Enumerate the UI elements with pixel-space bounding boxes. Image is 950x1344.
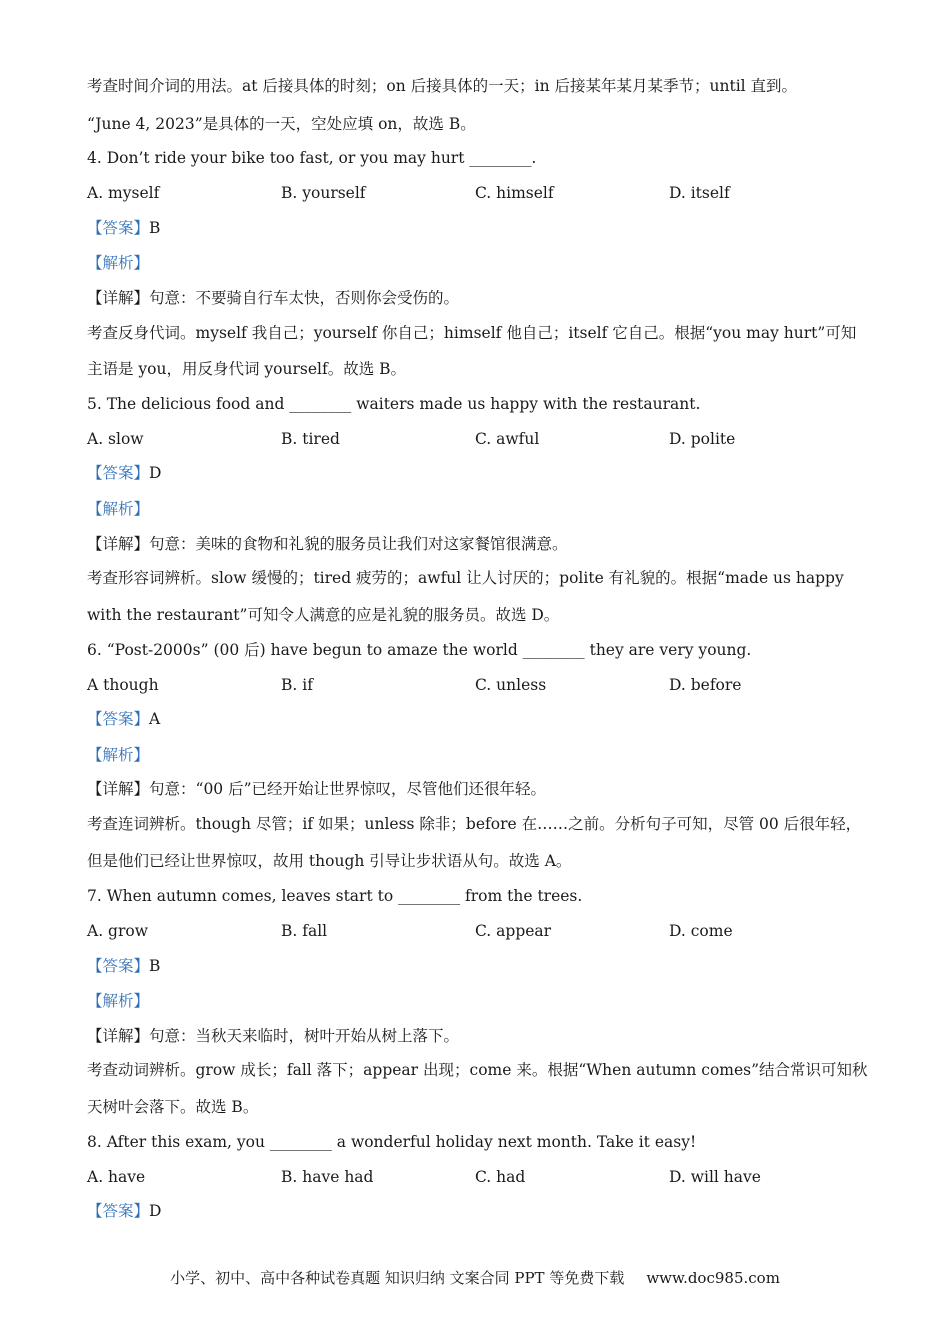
- q4-option-d: D. itself: [669, 184, 730, 202]
- q5-option-a: A. slow: [87, 430, 144, 448]
- q5-option-b: B. tired: [281, 430, 340, 448]
- q8-option-b: B. have had: [281, 1168, 374, 1186]
- analysis-label: 【解析】: [87, 500, 150, 518]
- q6-detail-text: 句意：“00 后”已经开始让世界惊叹，尽管他们还很年轻。: [149, 780, 547, 798]
- q4-detail: [87, 288, 459, 308]
- q5-answer-value: D: [149, 464, 162, 482]
- page-footer: [0, 1268, 950, 1288]
- q7-option-c: C. appear: [475, 922, 552, 940]
- q5-analysis-label: [87, 499, 149, 519]
- q5-explanation-line2: with the restaurant”可知令人满意的应是礼貌的服务员。故选 D。: [87, 606, 560, 624]
- q8-option-d: D. will have: [669, 1168, 761, 1186]
- q4-option-a: A. myself: [87, 184, 160, 202]
- q6-answer-value: A: [149, 710, 161, 728]
- q3-explanation-line2: “June 4, 2023”是具体的一天，空处应填 on，故选 B。: [87, 115, 476, 133]
- q4-stem: 4. Don’t ride your bike too fast, or you may hurt ________.: [87, 149, 537, 167]
- q5-explanation-line1: 考查形容词辨析。slow 缓慢的；tired 疲劳的；awful 让人讨厌的；polite 有礼貌的。根据“made us happy: [87, 569, 844, 587]
- q7-option-b: B. fall: [281, 922, 328, 940]
- q4-answer-value: B: [149, 219, 161, 237]
- q8-option-c: C. had: [475, 1168, 526, 1186]
- answer-label: 【答案】: [87, 219, 150, 237]
- q7-analysis-label: [87, 991, 149, 1011]
- q4-option-b: B. yourself: [281, 184, 366, 202]
- q7-explanation-line2: 天树叶会落下。故选 B。: [87, 1098, 259, 1116]
- detail-label: 【详解】: [87, 289, 150, 307]
- footer-text: 小学、初中、高中各种试卷真题 知识归纳 文案合同 PPT 等免费下载: [170, 1269, 625, 1287]
- q4-explanation-line2: 主语是 you，用反身代词 yourself。故选 B。: [87, 360, 407, 378]
- q4-analysis-label: [87, 253, 149, 273]
- q6-analysis-label: [87, 745, 149, 765]
- q8-answer: [87, 1201, 161, 1221]
- q7-option-a: A. grow: [87, 922, 148, 940]
- q6-option-d: D. before: [669, 676, 742, 694]
- answer-label: 【答案】: [87, 1202, 150, 1220]
- q8-option-a: A. have: [87, 1168, 146, 1186]
- q6-option-b: B. if: [281, 676, 313, 694]
- q6-stem: 6. “Post-2000s” (00 后) have begun to amaze the world ________ they are very young.: [87, 641, 752, 659]
- answer-label: 【答案】: [87, 710, 150, 728]
- q3-explanation-line1: 考查时间介词的用法。at 后接具体的时刻；on 后接具体的一天；in 后接某年某月某季节；until 直到。: [87, 77, 798, 95]
- q7-explanation-line1: 考查动词辨析。grow 成长；fall 落下；appear 出现；come 来。根据“When autumn comes”结合常识可知秋: [87, 1061, 868, 1079]
- q7-detail: [87, 1026, 459, 1046]
- q5-stem: 5. The delicious food and ________ waiters made us happy with the restaurant.: [87, 395, 701, 413]
- answer-label: 【答案】: [87, 957, 150, 975]
- q4-explanation-line1: 考查反身代词。myself 我自己；yourself 你自己；himself 他自己；itself 它自己。根据“you may hurt”可知: [87, 324, 857, 342]
- q7-option-d: D. come: [669, 922, 733, 940]
- q7-detail-text: 句意：当秋天来临时，树叶开始从树上落下。: [149, 1027, 460, 1045]
- q5-detail-text: 句意：美味的食物和礼貌的服务员让我们对这家餐馆很满意。: [149, 535, 568, 553]
- detail-label: 【详解】: [87, 535, 150, 553]
- q5-option-d: D. polite: [669, 430, 736, 448]
- analysis-label: 【解析】: [87, 254, 150, 272]
- q7-answer-value: B: [149, 957, 161, 975]
- q8-stem: 8. After this exam, you ________ a wonderful holiday next month. Take it easy!: [87, 1133, 697, 1151]
- q8-answer-value: D: [149, 1202, 162, 1220]
- q6-option-a: A though: [87, 676, 159, 694]
- q5-option-c: C. awful: [475, 430, 540, 448]
- q6-explanation-line2: 但是他们已经让世界惊叹，故用 though 引导让步状语从句。故选 A。: [87, 852, 572, 870]
- detail-label: 【详解】: [87, 1027, 150, 1045]
- footer-url[interactable]: www.doc985.com: [646, 1269, 780, 1287]
- q6-option-c: C. unless: [475, 676, 547, 694]
- q5-detail: [87, 534, 568, 554]
- q7-stem: 7. When autumn comes, leaves start to ________ from the trees.: [87, 887, 583, 905]
- q6-detail: [87, 779, 546, 799]
- answer-label: 【答案】: [87, 464, 150, 482]
- q7-answer: [87, 956, 160, 976]
- q4-option-c: C. himself: [475, 184, 554, 202]
- q4-answer: [87, 218, 160, 238]
- q4-detail-text: 句意：不要骑自行车太快，否则你会受伤的。: [149, 289, 460, 307]
- analysis-label: 【解析】: [87, 992, 150, 1010]
- q6-answer: [87, 709, 160, 729]
- q6-explanation-line1: 考查连词辨析。though 尽管；if 如果；unless 除非；before 在……之前。分析句子可知，尽管 00 后很年轻，: [87, 815, 862, 833]
- detail-label: 【详解】: [87, 780, 150, 798]
- analysis-label: 【解析】: [87, 746, 150, 764]
- q5-answer: [87, 463, 161, 483]
